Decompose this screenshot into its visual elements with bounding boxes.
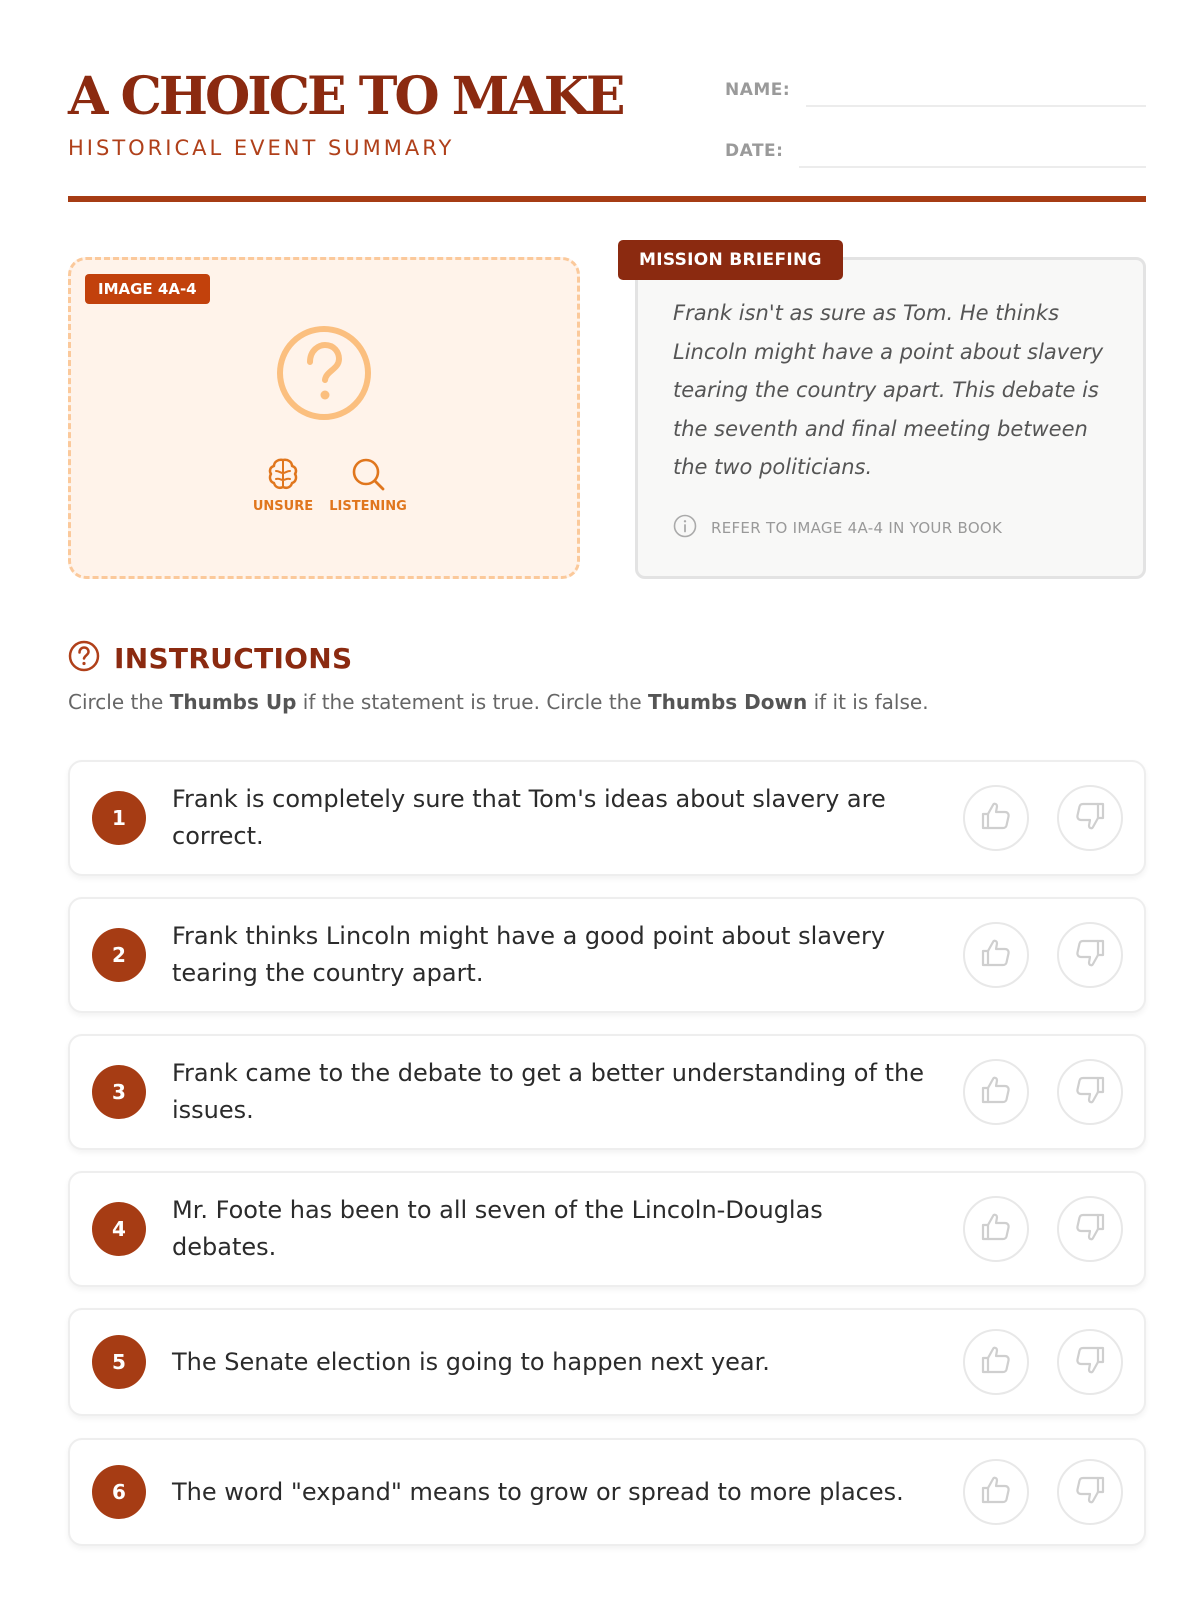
instructions-title: INSTRUCTIONS (114, 641, 353, 675)
briefing-text: Frank isn't as sure as Tom. He thinks Lincoln might have a point about slavery tearing the country apart. This debate is the seventh and final meeting between the two politicians. (673, 301, 1104, 479)
thumbs-up-icon (979, 1210, 1013, 1248)
thumbs-up-icon (979, 1343, 1013, 1381)
mission-briefing-tag: MISSION BRIEFING (618, 240, 843, 280)
info-icon (673, 514, 697, 542)
page-subtitle: HISTORICAL EVENT SUMMARY (68, 136, 455, 160)
thumbs-down-emphasis: Thumbs Down (648, 690, 808, 714)
question-text: Frank came to the debate to get a better understanding of the issues. (172, 1059, 924, 1124)
help-circle-icon (68, 640, 100, 676)
question-card (68, 1034, 1146, 1150)
instructions-heading (68, 640, 352, 676)
thumbs-up-button[interactable] (963, 1329, 1029, 1395)
thumbs-up-button[interactable] (963, 922, 1029, 988)
instructions-text-part: if the statement is true. Circle the (296, 690, 649, 714)
image-tag: IMAGE 4A-4 (85, 274, 210, 304)
thumbs-up-icon (979, 936, 1013, 974)
question-number: 1 (92, 791, 146, 845)
image-placeholder (68, 257, 580, 579)
listening-indicator (323, 455, 413, 514)
question-card (68, 1438, 1146, 1546)
thumbs-down-button[interactable] (1057, 1196, 1123, 1262)
thumbs-up-icon (979, 1073, 1013, 1111)
thumbs-up-emphasis: Thumbs Up (169, 690, 297, 714)
brain-icon (243, 455, 323, 493)
question-number: 4 (92, 1202, 146, 1256)
name-label: NAME: (725, 80, 791, 100)
thumbs-up-button[interactable] (963, 1059, 1029, 1125)
question-card (68, 1308, 1146, 1416)
thumbs-down-icon (1073, 1473, 1107, 1511)
thumbs-up-icon (979, 799, 1013, 837)
question-text: The Senate election is going to happen next year. (172, 1347, 770, 1376)
question-number: 2 (92, 928, 146, 982)
question-card (68, 760, 1146, 876)
listening-label: LISTENING (329, 499, 407, 514)
search-icon (323, 455, 413, 493)
instructions-text-part: if it is false. (807, 690, 929, 714)
question-text: Frank thinks Lincoln might have a good point about slavery tearing the country apart. (172, 922, 886, 987)
thumbs-down-icon (1073, 936, 1107, 974)
question-circle-icon (275, 324, 373, 426)
thumbs-down-button[interactable] (1057, 1329, 1123, 1395)
question-card (68, 1171, 1146, 1287)
instructions-text-part: Circle the (68, 690, 170, 714)
thumbs-up-button[interactable] (963, 1196, 1029, 1262)
question-number: 3 (92, 1065, 146, 1119)
question-number: 6 (92, 1465, 146, 1519)
thumbs-down-icon (1073, 1210, 1107, 1248)
thumbs-down-icon (1073, 1073, 1107, 1111)
question-text: Mr. Foote has been to all seven of the Lincoln-Douglas debates. (172, 1196, 823, 1261)
unsure-indicator (243, 455, 323, 514)
unsure-label: UNSURE (252, 499, 314, 514)
briefing-reference (673, 514, 1002, 542)
date-field[interactable] (799, 166, 1146, 168)
thumbs-down-button[interactable] (1057, 1059, 1123, 1125)
thumbs-up-icon (979, 1473, 1013, 1511)
worksheet-page (68, 0, 1146, 1506)
question-text: Frank is completely sure that Tom's ideas about slavery are correct. (172, 785, 886, 850)
thumbs-down-icon (1073, 799, 1107, 837)
thumbs-down-button[interactable] (1057, 785, 1123, 851)
name-field[interactable] (806, 105, 1146, 107)
thumbs-down-button[interactable] (1057, 1459, 1123, 1525)
page-title: A CHOICE TO MAKE (68, 66, 623, 127)
thumbs-up-button[interactable] (963, 1459, 1029, 1525)
question-card (68, 897, 1146, 1013)
thumbs-down-button[interactable] (1057, 922, 1123, 988)
question-text: The word "expand" means to grow or spread to more places. (172, 1477, 904, 1506)
thumbs-up-button[interactable] (963, 785, 1029, 851)
question-number: 5 (92, 1335, 146, 1389)
instructions-text (68, 690, 929, 714)
reference-text: REFER TO IMAGE 4A-4 IN YOUR BOOK (711, 519, 1003, 537)
header (68, 0, 1146, 202)
thumbs-down-icon (1073, 1343, 1107, 1381)
date-label: DATE: (725, 141, 784, 161)
header-divider (68, 196, 1146, 202)
